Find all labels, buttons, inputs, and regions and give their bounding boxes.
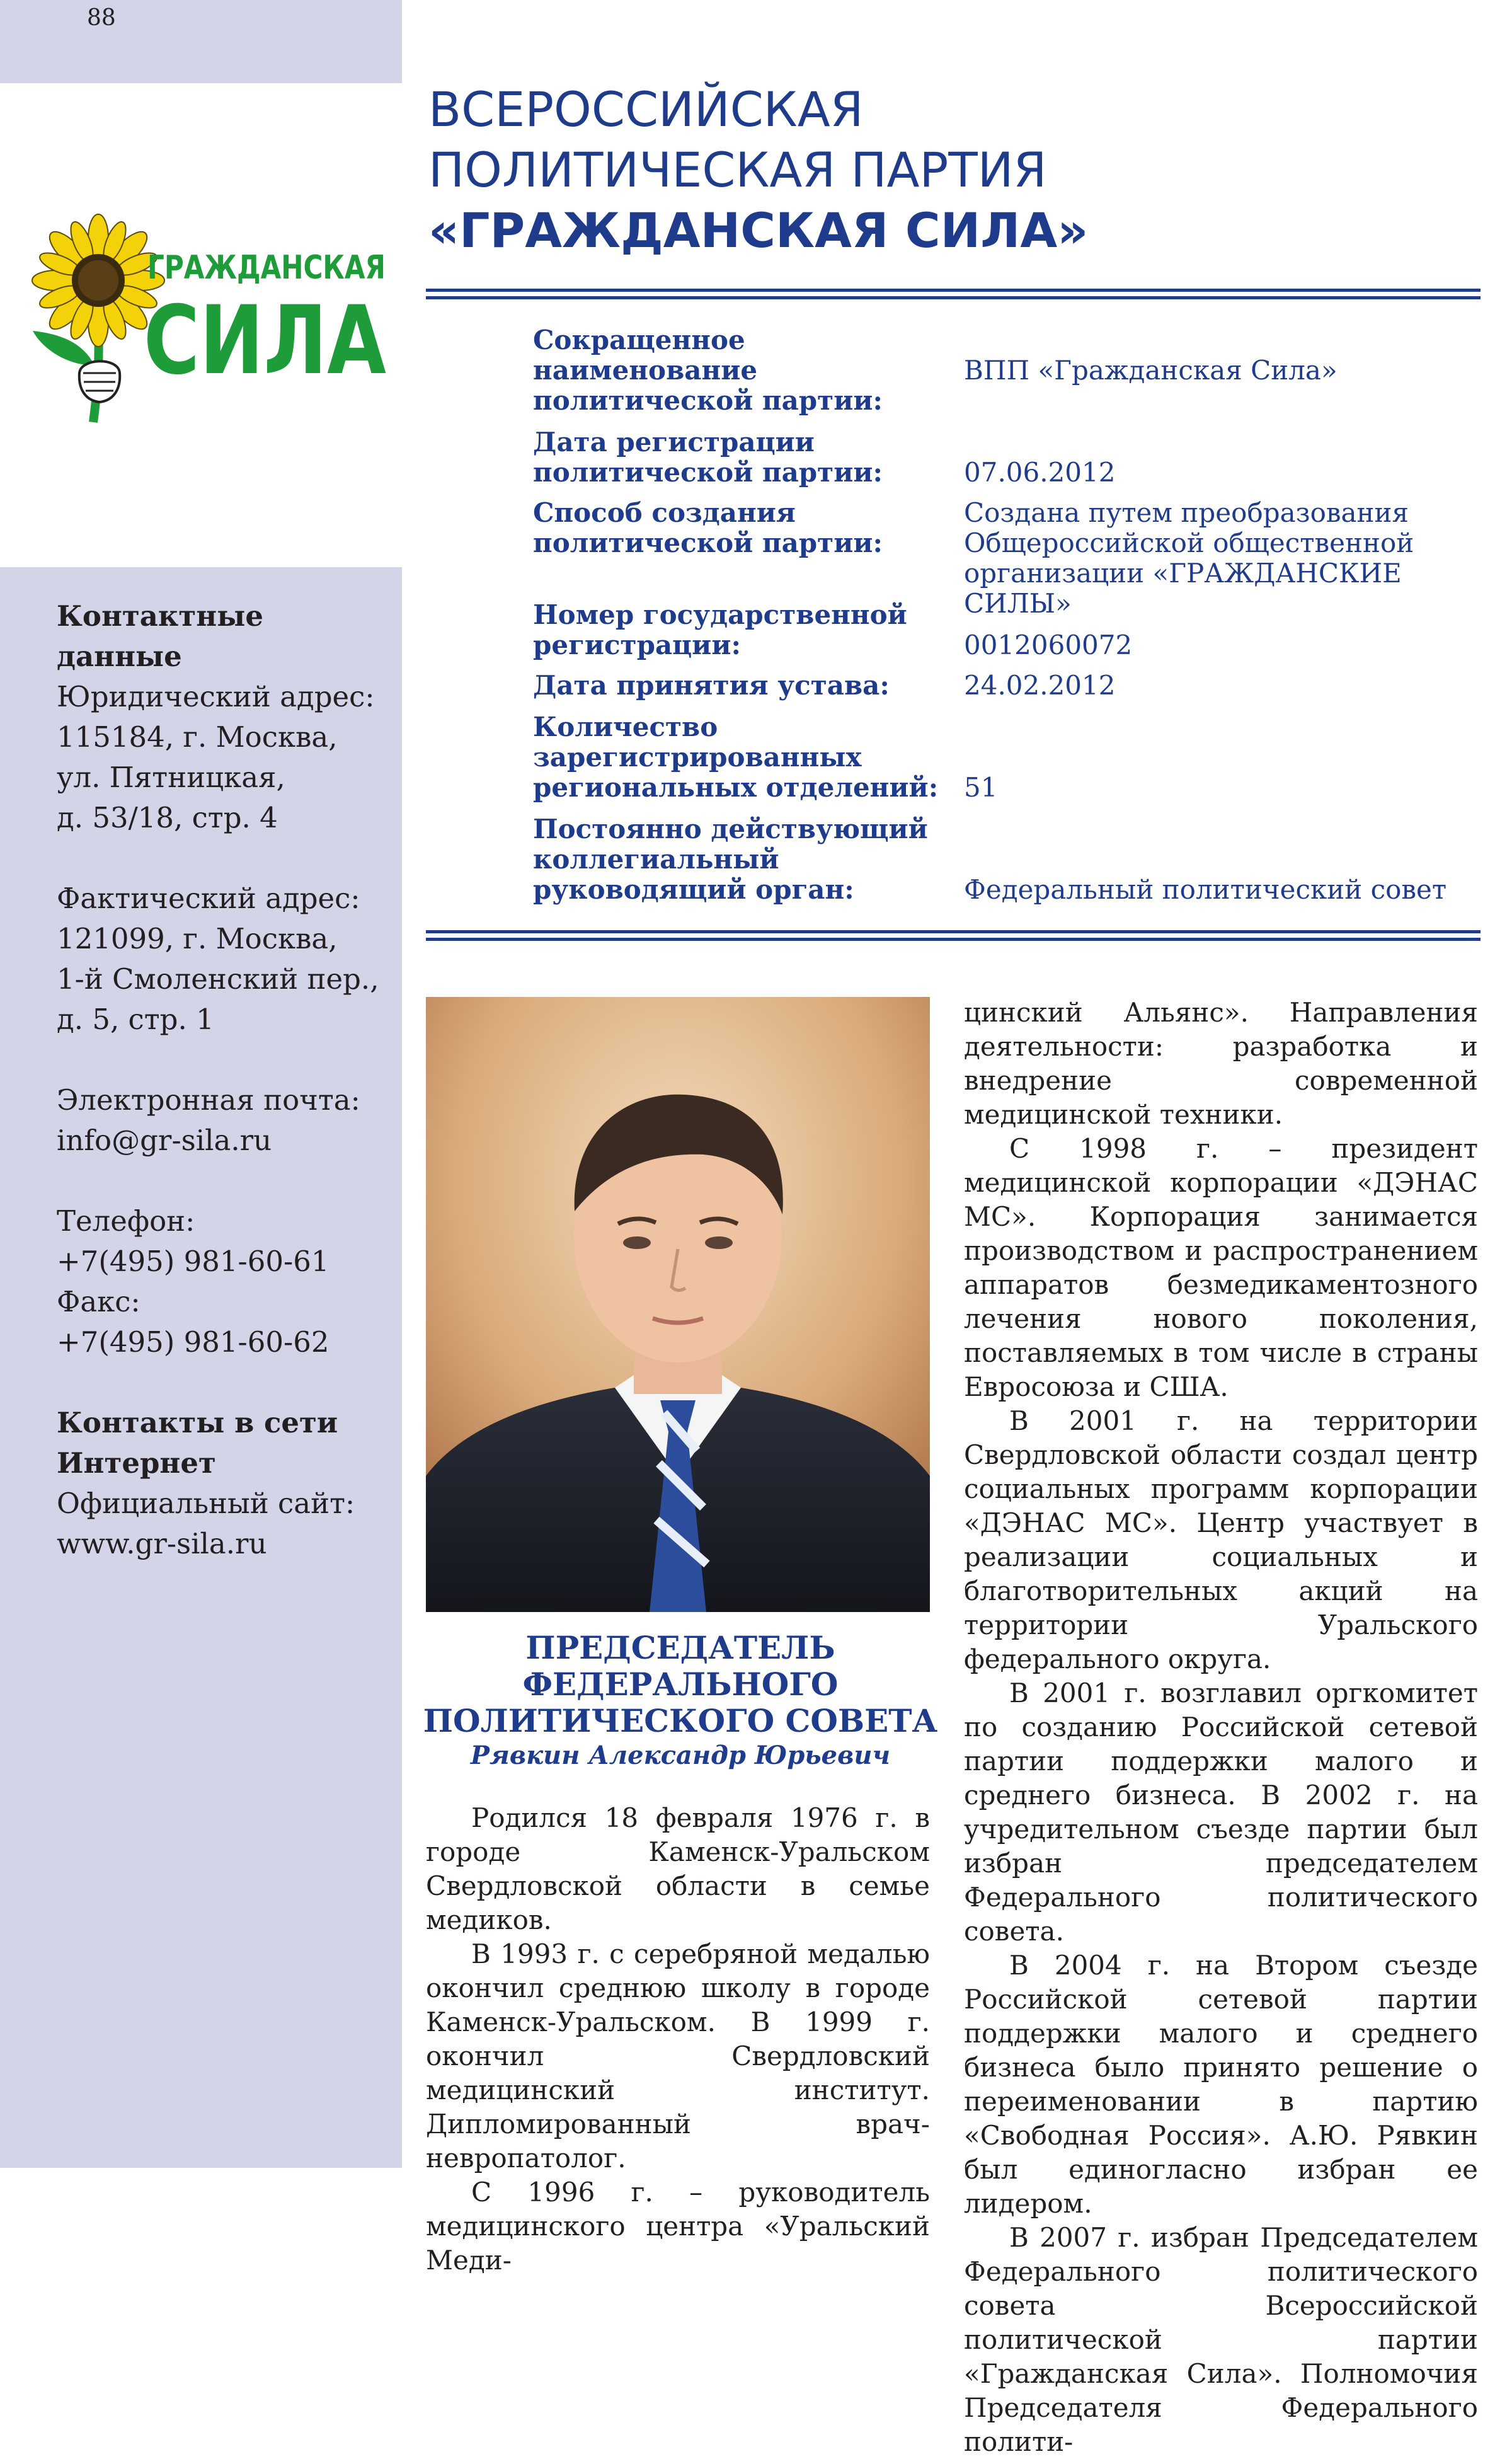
info-label-state-reg-number: Номер государственной регистрации:	[533, 599, 907, 660]
bio-paragraph: С 1996 г. – руководитель медицинского центра «Уральский Меди-	[426, 2177, 930, 2276]
phone-number: +7(495) 981-60-61	[57, 1245, 329, 1278]
logo-text-top: ГРАЖДАНСКАЯ	[147, 249, 386, 287]
bio-paragraph: В 1993 г. с серебряной медалью окончил среднюю школу в городе Каменск-Уральском. В 1999 г. окончил Свердловский медицинский институт. Дипломированный врач-невропатолог.	[426, 1938, 930, 2174]
bio-paragraph: В 2001 г. возглавил оргкомитет по созданию Российской сетевой партии поддержки малого и среднего бизнеса. В 2002 г. на учредительном съезде партии был избран председателем Федерального политического совета.	[964, 1678, 1478, 1947]
info-value-charter-date: 24.02.2012	[964, 670, 1116, 701]
info-value-creation-method: Создана путем преобразования Общероссийской общественной организации «ГРАЖДАНСКИЕ СИЛЫ»	[964, 497, 1414, 619]
info-value-short-name: ВПП «Гражданская Сила»	[964, 355, 1337, 386]
info-label-charter-date: Дата принятия устава:	[533, 670, 890, 701]
fax-label: Факс:	[57, 1285, 140, 1318]
rule-bottom-1	[426, 930, 1480, 933]
site-link[interactable]: www.gr-sila.ru	[57, 1527, 267, 1560]
info-label-governing-body: Постоянно действующий коллегиальный руководящий орган:	[533, 814, 928, 905]
chairman-title-line: ФЕДЕРАЛЬНОГО	[522, 1666, 839, 1703]
info-value-registration-date: 07.06.2012	[964, 457, 1116, 488]
actual-address-line: д. 5, стр. 1	[57, 1003, 214, 1036]
web-contacts-heading: Контакты в сети	[57, 1406, 338, 1439]
info-label-creation-method: Способ создания политической партии:	[533, 497, 883, 558]
info-value-regional-branches: 51	[964, 772, 998, 803]
bio-paragraph: В 2007 г. избран Председателем Федерального политического совета Всероссийской политической партии «Гражданская Сила». Полномочия Председателя Федерального полити-	[964, 2222, 1478, 2457]
bio-paragraph: Родился 18 февраля 1976 г. в городе Каменск-Уральском Свердловской области в семье медиков.	[426, 1802, 930, 1935]
info-label-short-name: Сокращенное наименование политической партии:	[533, 325, 883, 416]
bio-paragraph: цинский Альянс». Направления деятельности: разработка и внедрение современной медицинской техники.	[964, 997, 1478, 1130]
contacts-block	[57, 596, 384, 1564]
actual-address-line: 121099, г. Москва,	[57, 922, 338, 955]
page-number-box	[0, 0, 402, 83]
contacts-heading: Контактные данные	[57, 599, 263, 673]
title-line-1: ВСЕРОССИЙСКАЯ	[428, 81, 864, 137]
info-label-regional-branches: Количество зарегистрированных региональных отделений:	[533, 711, 939, 803]
bio-paragraph: В 2004 г. на Втором съезде Российской сетевой партии поддержки малого и среднего бизнеса было принято решение о переименовании в партию «Свободная Россия». А.Ю. Рявкин был единогласно избран ее лидером.	[964, 1950, 1478, 2219]
chairman-photo	[426, 997, 930, 1612]
party-title	[428, 79, 1499, 261]
chairman-title-line: ПОЛИТИЧЕСКОГО СОВЕТА	[423, 1702, 938, 1739]
legal-address-line: ул. Пятницкая,	[57, 761, 285, 794]
bio-column-right	[964, 996, 1478, 2459]
info-label-registration-date: Дата регистрации политической партии:	[533, 427, 883, 488]
bio-paragraph: В 2001 г. на территории Свердловской области создал центр социальных программ корпорации «ДЭНАС МС». Центр участвует в реализации социальных и благотворительных акций на территории Уральского федерального округа.	[964, 1405, 1478, 1674]
bio-column-left	[426, 1801, 930, 2278]
legal-address-line: д. 53/18, стр. 4	[57, 801, 278, 834]
chairman-title	[403, 1630, 958, 1739]
fax-number: +7(495) 981-60-62	[57, 1325, 329, 1359]
rule-bottom-2	[426, 938, 1480, 941]
page-number: 88	[87, 5, 116, 31]
bio-paragraph: С 1998 г. – президент медицинской корпорации «ДЭНАС МС». Корпорация занимается производством и распространением аппаратов безмедикаментозного лечения нового поколения, поставляемых в том числе в страны Евросоюза и США.	[964, 1133, 1478, 1402]
web-contacts-heading-2: Интернет	[57, 1446, 216, 1480]
legal-address-label: Юридический адрес:	[57, 680, 375, 713]
legal-address-line: 115184, г. Москва,	[57, 720, 338, 754]
email-link[interactable]: info@gr-sila.ru	[57, 1124, 272, 1157]
info-value-state-reg-number: 0012060072	[964, 630, 1133, 660]
actual-address-line: 1-й Смоленский пер.,	[57, 962, 379, 996]
party-logo	[24, 208, 396, 425]
site-label: Официальный сайт:	[57, 1487, 355, 1520]
actual-address-label: Фактический адрес:	[57, 882, 360, 915]
title-line-3: «ГРАЖДАНСКАЯ СИЛА»	[428, 202, 1089, 258]
chairman-name: Рявкин Александр Юрьевич	[470, 1741, 891, 1770]
title-line-2: ПОЛИТИЧЕСКАЯ ПАРТИЯ	[428, 142, 1047, 198]
chairman-title-line: ПРЕДСЕДАТЕЛЬ	[525, 1629, 835, 1666]
info-value-governing-body: Федеральный политический совет	[964, 874, 1447, 905]
phone-label: Телефон:	[57, 1204, 195, 1238]
rule-top-2	[426, 296, 1480, 299]
logo-text-bottom: СИЛА	[144, 286, 386, 396]
rule-top-1	[426, 289, 1480, 292]
email-label: Электронная почта:	[57, 1083, 360, 1117]
